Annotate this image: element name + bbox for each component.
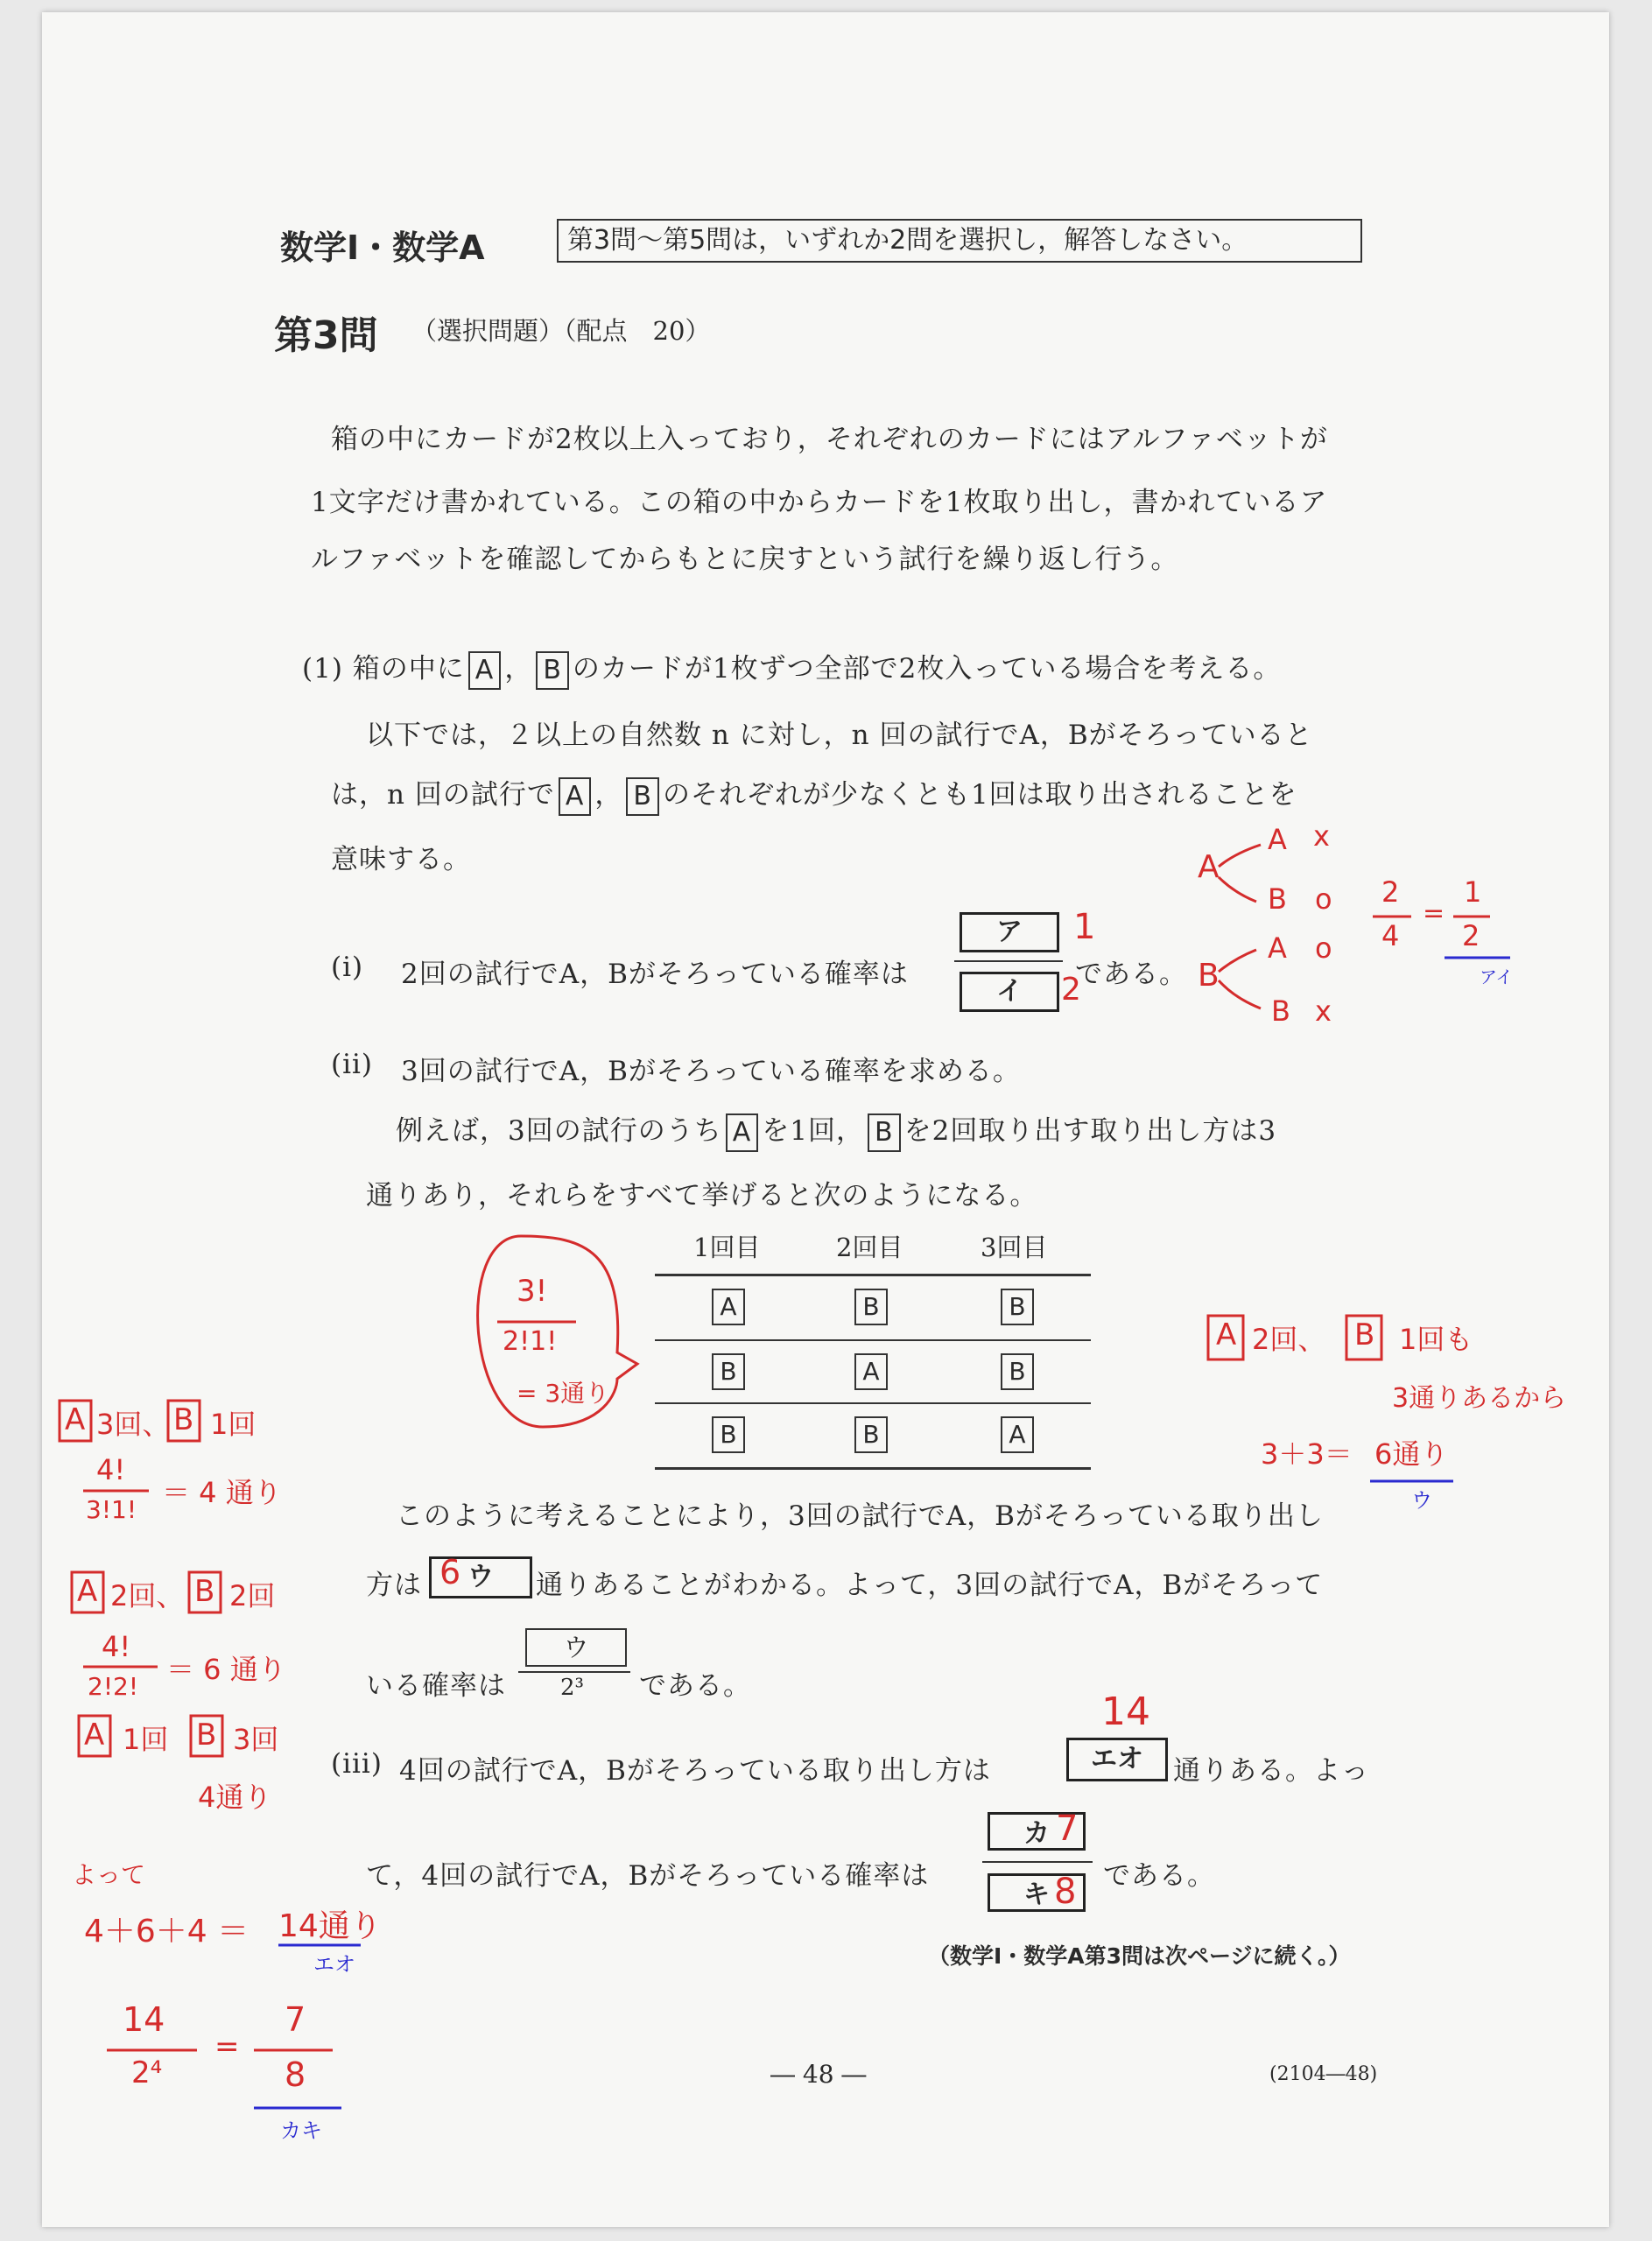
hand-answer-i: 2 [1061, 972, 1081, 1008]
sub-i-number: (i) [331, 952, 364, 983]
hand-card-b: B [196, 1718, 217, 1753]
calc-num: 2 [1381, 875, 1400, 909]
bubble-num: 3! [517, 1274, 548, 1309]
card-a: A [468, 651, 502, 690]
part1-line-4: 意味する。 [331, 844, 471, 875]
hand-answer-u: 6 [439, 1553, 461, 1591]
hand-frac-num: 4! [96, 1453, 126, 1486]
calc-num: 1 [1464, 875, 1482, 909]
intro-line-3: ルファベットを確認してからもとに戻すという試行を繰り返し行う。 [311, 544, 1179, 575]
hand-last-equals: = [214, 2029, 240, 2064]
table-cell: A [1001, 1416, 1034, 1453]
table-cell: B [712, 1416, 745, 1453]
answer-box-a: ア [960, 912, 1059, 952]
tree-node-b: B [1198, 958, 1220, 994]
sub-ii-line-5a: 方は [366, 1570, 422, 1601]
table-header-3: 3回目 [981, 1233, 1048, 1262]
hand-note-3b: 6通り [1374, 1437, 1449, 1471]
hand-note-1: 2回、 [1252, 1323, 1326, 1356]
hand-last-num: 14 [123, 2000, 165, 2039]
sub-ii-line-4: このように考えることにより，3回の試行でA，Bがそろっている取り出し [396, 1500, 1324, 1532]
hand-note-2: 3通りあるから [1392, 1383, 1567, 1414]
table-header-2: 2回目 [836, 1233, 903, 1262]
bubble-den: 2!1! [503, 1326, 558, 1357]
table-cell: A [854, 1353, 888, 1390]
hand-case-1b: 1回 [210, 1408, 257, 1441]
hand-answer-ka: 7 [1056, 1809, 1079, 1849]
bubble-result: = 3通り [517, 1379, 610, 1408]
answer-box-eo: エオ [1066, 1738, 1168, 1781]
tree-node-b: B [1271, 994, 1290, 1028]
table-cell: B [1001, 1353, 1034, 1390]
question-title: 第3問 [274, 313, 378, 358]
answer-box-i: イ [960, 972, 1059, 1012]
sub-i-text: 2回の試行でA，Bがそろっている確率は [401, 959, 909, 990]
sub-iii-number: (iii) [331, 1748, 383, 1780]
hand-case-3b: 3回 [233, 1723, 279, 1756]
tree-node-a: A [1198, 849, 1220, 885]
tree-mark-x: x [1313, 819, 1330, 853]
sub-ii-text: 3回の試行でA，Bがそろっている確率を求める。 [401, 1056, 1021, 1087]
card-b: B [626, 777, 659, 816]
hand-answer-a: 1 [1073, 907, 1096, 947]
sub-ii-text-b: を1回， [762, 1115, 864, 1147]
intro-line-1: 箱の中にカードが2枚以上入っており，それぞれのカードにはアルファベットが [331, 424, 1328, 455]
hand-frac-den: 2!2! [88, 1672, 139, 1701]
sub-ii-line-6b: である。 [639, 1670, 751, 1702]
answer-box-ki: キ [988, 1873, 1086, 1912]
tree-node-b: B [1268, 882, 1287, 916]
tree-node-a: A [1268, 931, 1287, 965]
hand-frac-num: 4! [102, 1630, 131, 1663]
card-a: A [559, 777, 592, 816]
calc-den: 2 [1462, 919, 1480, 952]
table-cell: A [712, 1289, 745, 1325]
hand-card-a: A [77, 1574, 98, 1609]
tree-mark-o: o [1315, 882, 1332, 916]
hand-answer-eo: 14 [1101, 1690, 1150, 1734]
tree-mark-o: o [1315, 931, 1332, 965]
hand-case-1: 3回、 [96, 1408, 171, 1441]
hand-last-result-num: 7 [285, 2000, 306, 2039]
part1-text-d: のそれぞれが少なくとも1回は取り出されることを [662, 779, 1297, 811]
hand-case-2b: 2回 [229, 1579, 276, 1612]
tree-node-a: A [1268, 823, 1287, 856]
answer-box-ka: カ [988, 1812, 1086, 1851]
calc-den: 4 [1381, 919, 1400, 952]
sub-iii-line-2a: て，4回の試行でA，Bがそろっている確率は [366, 1860, 930, 1892]
sub-ii-line-6a: いる確率は [366, 1670, 506, 1702]
instruction-box: 第3問～第5問は，いずれか2問を選択し，解答しなさい。 [557, 219, 1362, 263]
hand-card-b: B [1354, 1317, 1375, 1352]
label-u: ウ [1411, 1488, 1432, 1513]
card-a: A [726, 1113, 759, 1152]
answer-box-u: ウ [429, 1556, 532, 1598]
subject-heading: 数学Ⅰ・数学A [280, 228, 485, 267]
separator: ， [594, 779, 623, 811]
sub-ii-text-a: 例えば，3回の試行のうち [396, 1115, 722, 1147]
hand-case-3-result: 4通り [198, 1781, 272, 1814]
separator: ， [504, 653, 533, 685]
label-eo: エオ [313, 1952, 355, 1977]
calc-equals: = [1423, 898, 1445, 929]
card-b: B [868, 1113, 901, 1152]
sub-ii-line-3: 通りあり，それらをすべて挙げると次のようになる。 [366, 1180, 1038, 1212]
page-code: (2104―48) [1269, 2063, 1378, 2085]
table-header-1: 1回目 [693, 1233, 761, 1262]
hand-note-3: 3＋3＝ [1261, 1437, 1353, 1471]
part1-text-b: のカードが1枚ずつ全部で2枚入っている場合を考える。 [572, 653, 1282, 685]
hand-sum: 4＋6＋4 ＝ [84, 1914, 250, 1949]
sub-ii-text-c: を2回取り出す取り出し方は3 [903, 1115, 1277, 1147]
hand-card-a: A [65, 1402, 86, 1437]
fraction-den: 2³ [560, 1675, 584, 1701]
table-cell: B [712, 1353, 745, 1390]
hand-card-a: A [84, 1718, 105, 1753]
hand-yotte: よって [72, 1860, 146, 1889]
part1-number: (1) [302, 653, 343, 685]
fraction-num-u: ウ [525, 1628, 627, 1667]
hand-case-3: 1回 [123, 1723, 169, 1756]
table-cell: B [1001, 1289, 1034, 1325]
sub-iii-line-2b: である。 [1103, 1860, 1215, 1892]
sub-i-tail: である。 [1075, 959, 1187, 990]
intro-line-2: 1文字だけ書かれている。この箱の中からカードを1枚取り出し，書かれているア [311, 487, 1328, 518]
continued-note: （数学Ⅰ・数学A第3問は次ページに続く。） [928, 1943, 1351, 1969]
label-ai: アイ [1480, 966, 1514, 987]
hand-case-2: 2回、 [110, 1579, 185, 1612]
hand-frac-result: ＝ 6 通り [166, 1653, 286, 1686]
hand-sum-result: 14通り [278, 1908, 382, 1944]
hand-card-b: B [173, 1402, 194, 1437]
part1-line-2: 以下では，２以上の自然数 n に対し，n 回の試行でA，Bがそろっていると [366, 720, 1313, 751]
hand-card-b: B [194, 1574, 215, 1609]
hand-last-den: 2⁴ [131, 2055, 163, 2090]
table-cell: B [854, 1289, 888, 1325]
hand-last-result-den: 8 [285, 2055, 306, 2094]
page-number: ― 48 ― [770, 2060, 867, 2089]
hand-note-1b: 1回も [1399, 1323, 1473, 1356]
question-meta: （選択問題）（配点 20） [411, 316, 711, 346]
sub-iii-text-a: 4回の試行でA，Bがそろっている取り出し方は [399, 1755, 991, 1787]
hand-frac-result: ＝ 4 通り [162, 1476, 282, 1509]
card-b: B [536, 651, 569, 690]
table-cell: B [854, 1416, 888, 1453]
part1-text-a: 箱の中に [352, 653, 465, 685]
sub-iii-text-b: 通りある。よっ [1173, 1755, 1369, 1787]
tree-mark-x: x [1315, 994, 1332, 1028]
sub-ii-number: (ii) [331, 1049, 374, 1080]
hand-card-a: A [1216, 1317, 1237, 1352]
hand-answer-ki: 8 [1054, 1872, 1077, 1912]
hand-frac-den: 3!1! [86, 1495, 137, 1524]
part1-text-c: は，n 回の試行で [331, 779, 555, 811]
sub-ii-line-5b: 通りあることがわかる。よって，3回の試行でA，Bがそろって [536, 1570, 1324, 1601]
label-kaki: カキ [280, 2118, 322, 2143]
